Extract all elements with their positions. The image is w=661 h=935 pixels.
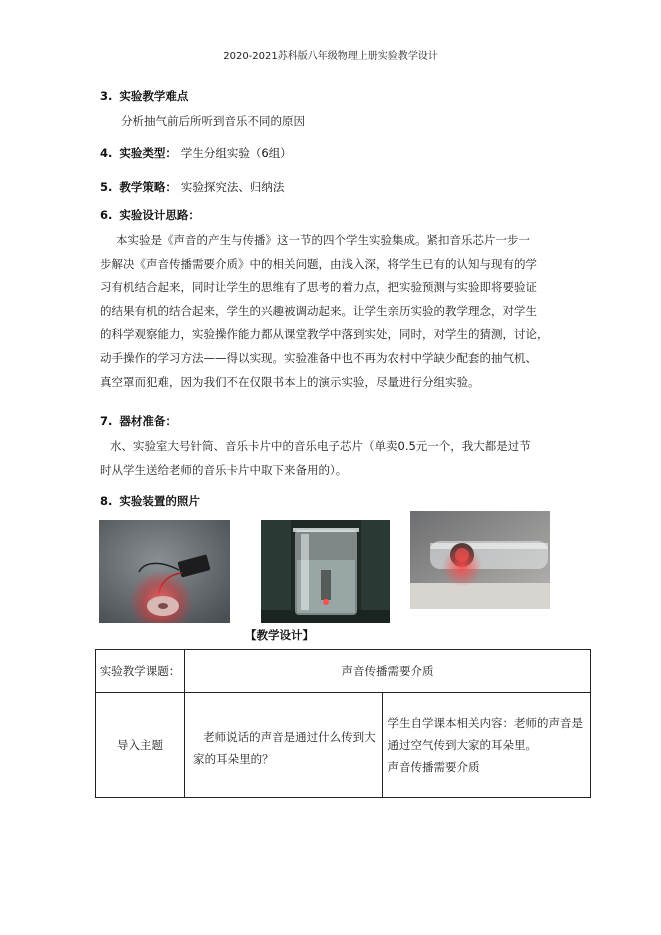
section-6-paragraph (100, 229, 549, 394)
paragraph-line: 时从学生送给老师的音乐卡片中取下来备用的）。 (100, 462, 348, 477)
beaker-water-photo (261, 520, 390, 623)
paragraph-line: 的科学观察能力，实验操作能力都从课堂教学中落到实处，同时，对学生的猜测，讨论， (100, 327, 549, 342)
section-number: 6. (100, 208, 113, 222)
section-7-heading (100, 413, 177, 429)
section-title: 实验教学难点 (119, 89, 189, 103)
section-title: 实验类型： (119, 146, 177, 160)
section-3-body: 分析抽气前后所听到音乐不同的原因 (121, 114, 305, 128)
section-number: 8. (100, 494, 113, 508)
paragraph-line: 的结果有机的结合起来，学生的兴趣被调动起来。让学生亲历实验的教学理念，对学生 (100, 303, 537, 318)
paragraph-line: 动手操作的学习方法——得以实现。实验准备中也不再为农村中学缺少配套的抽气机、 (100, 350, 537, 365)
paragraph-line: 步解决《声音传播需要介质》中的相关问题，由浅入深，将学生已有的认知与现有的学 (100, 256, 537, 271)
section-title: 器材准备： (119, 414, 177, 428)
paragraph-line: 习有机结合起来，同时让学生的思维有了思考的着力点，把实验预测与实验即将要验证 (100, 280, 537, 295)
section-number: 5. (100, 180, 113, 194)
syringe-chip-photo (410, 511, 550, 609)
teacher-activity-text: 老师说话的声音是通过什么传到大家的耳朵里的？ (193, 730, 376, 766)
section-number: 7. (100, 414, 113, 428)
table-cell-topic: 声音传播需要介质 (185, 650, 591, 693)
section-6-heading (100, 207, 200, 223)
music-chip-photo (99, 520, 230, 623)
section-title: 实验设计思路： (119, 208, 200, 222)
section-title: 实验装置的照片 (119, 494, 200, 508)
paragraph-line: 真空罩而犯难，因为我们不在仅限书本上的演示实验，尽量进行分组实验。 (100, 374, 480, 389)
table-row (96, 693, 591, 798)
section-value: 学生分组实验（6组） (180, 146, 292, 160)
teaching-design-table (95, 649, 591, 798)
section-3-heading (100, 88, 188, 104)
teaching-design-title: 【教学设计】 (245, 628, 314, 642)
student-activity-text: 声音传播需要介质 (387, 760, 480, 774)
table-cell-label: 实验教学课题： (96, 650, 185, 693)
section-value: 实验探究法、归纳法 (180, 180, 285, 194)
student-activity-cell (383, 693, 591, 798)
section-number: 4. (100, 146, 113, 160)
section-4-heading (100, 145, 292, 161)
paragraph-line: 水、实验室大号针筒、音乐卡片中的音乐电子芯片（单卖0.5元一个，我大都是过节 (110, 439, 531, 453)
table-row (96, 650, 591, 693)
paragraph-line: 本实验是《声音的产生与传播》这一节的四个学生实验集成。紧扣音乐芯片一步一 (116, 233, 530, 247)
section-title: 教学策略： (119, 180, 177, 194)
student-activity-text: 学生自学课本相关内容：老师的声音是通过空气传到大家的耳朵里。 (387, 716, 583, 752)
section-8-heading (100, 493, 200, 509)
section-number: 3. (100, 89, 113, 103)
table-cell-label: 导入主题 (96, 693, 185, 798)
section-7-paragraph (100, 435, 545, 482)
page-header: 2020-2021苏科版八年级物理上册实验教学设计 (223, 51, 438, 62)
teacher-activity-cell (185, 693, 383, 798)
section-5-heading (100, 179, 284, 195)
